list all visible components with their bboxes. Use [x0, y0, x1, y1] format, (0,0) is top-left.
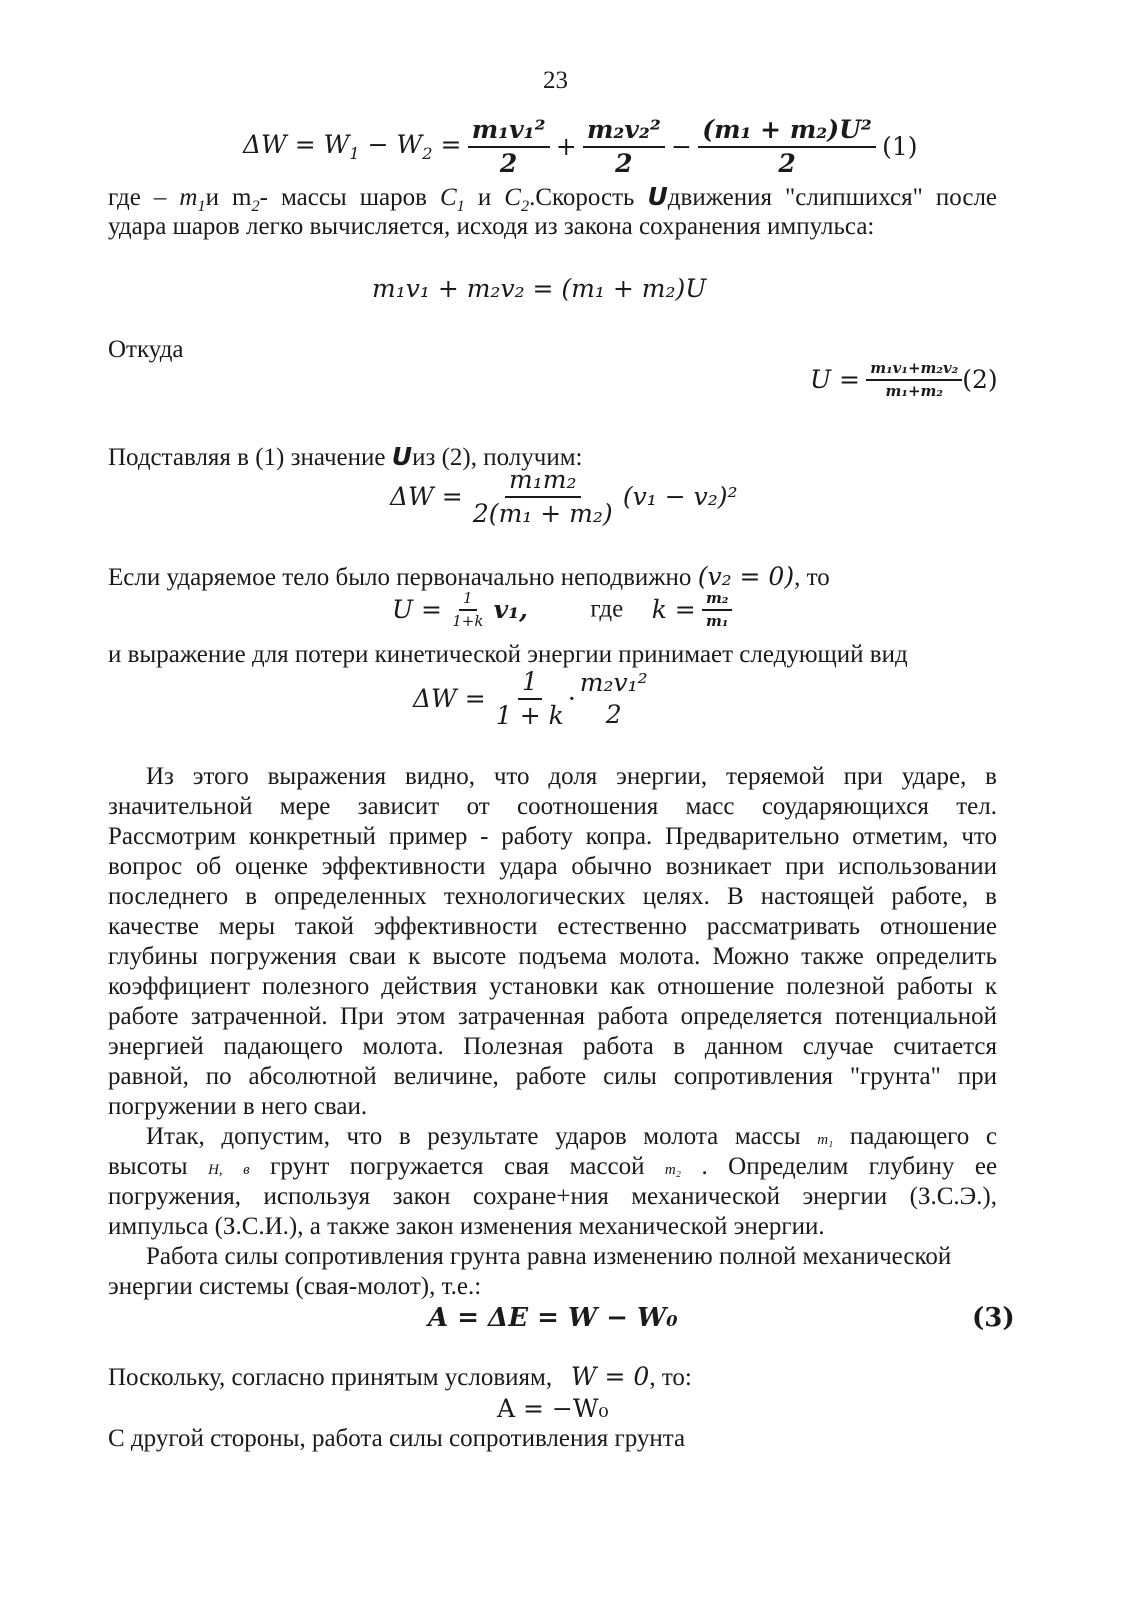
paragraph-3-line-3: погружения, используя закон сохране+ния механической энергии (З.С.Э.), [108, 1183, 997, 1210]
eq1-plus: + [555, 132, 577, 161]
paragraph-2-line: Рассмотрим конкретный пример - работу копра. Предварительно отметим, что [108, 823, 997, 850]
substitution-line: Подставляя в (1) значение Uиз (2), получим: [108, 442, 583, 471]
paragraph-3-line-4: импульса (З.С.И.), а также закон изменения механической энергии. [108, 1213, 825, 1240]
eq1-lhs: $\Delta W = W_1 - W_2$ = [243, 130, 462, 163]
paragraph-3-line-2: высоты H, в грунт погружается свая массой m₂ . Определим глубину ее [108, 1153, 998, 1180]
equation-u-k: U = $\frac{1}{1+k}$ v₁, где k = $\frac{\text{m₂}}{\text{m₁}}$ [392, 590, 732, 629]
equation-a: A = −W₀ [497, 1394, 609, 1423]
eq1-label: (1) [882, 132, 918, 161]
loss-line: и выражение для потери кинетической энергии принимает следующий вид [108, 641, 908, 668]
paragraph-2-line: последнего в определенных технологических целях. В настоящей работе, в [108, 883, 997, 910]
paragraph-4-line-1: Работа силы сопротивления грунта равна изменению полной механической [146, 1243, 952, 1270]
paragraph-1-line-2: удара шаров легко вычисляется, исходя из закона сохранения импульса: [108, 213, 875, 240]
paragraph-2-line: значительной мере зависит от соотношения масс соударяющихся тел. [108, 793, 997, 820]
paragraph-4-line-2: энергии системы (свая-молот), т.е.: [108, 1273, 482, 1300]
equation-2: U = $\frac{\text{m₁v₁+m₂v₂}}{\text{m₁+m₂}}$ (2) [810, 359, 998, 400]
page-number: 23 [543, 67, 568, 94]
paragraph-2-line: качестве меры такой эффективности естественно рассматривать отношение [108, 913, 997, 940]
paragraph-2-line: коэффициент полезного действия установки как отношение полезной работы к [108, 973, 997, 1000]
paragraph-2-line: вопрос об оценке эффективности удара обычно возникает при использовании [108, 853, 997, 880]
equation-3-label: (3) [972, 1303, 1015, 1333]
eq-k-fraction: $\frac{\text{m₂}}{\text{m₁}}$ [702, 590, 732, 629]
paragraph-2-line: работе затраченной. При этом затраченная работа определяется потенциальной [108, 1003, 997, 1030]
eq-u-fraction: $\frac{1}{1+k}$ [452, 589, 484, 630]
eq-loss-fraction-2: m₂v₁² 2 [579, 668, 648, 729]
equation-3: A = ΔE = W − W₀ [428, 1303, 678, 1333]
eq1-term-2: $\frac{\text{m₂v₂²}}{2}$ [583, 116, 665, 177]
paragraph-2-line: погружении в него сваи. [108, 1093, 368, 1120]
eq-dw-fraction: $\frac{\text{m₁m₂}}{\text{2(m₁ + m₂)}}$ [472, 465, 613, 528]
eq1-term-3: $\frac{\text{(m₁ + m₂)U²}}{2}$ [698, 116, 876, 177]
equation-delta-w: ΔW = $\frac{\text{m₁m₂}}{\text{2(m₁ + m₂)}}$ (v₁ − v₂)² [390, 465, 738, 528]
equation-momentum: m₁v₁ + m₂v₂ = (m₁ + m₂)U [372, 274, 707, 303]
condition-line: Если ударяемое тело было первоначально неподвижно (v₂ = 0), то [108, 562, 830, 591]
eq1-term-1: $\frac{\text{m₁v₁²}}{2}$ [468, 116, 550, 177]
equation-loss: ΔW = $\frac{1}{1 + k}$ · m₂v₁² 2 [413, 668, 652, 729]
eq2-fraction: $\frac{\text{m₁v₁+m₂v₂}}{\text{m₁+m₂}}$ [866, 360, 962, 399]
otkuda-label: Откуда [108, 336, 184, 363]
paragraph-2-line: равной, по абсолютной величине, работе силы сопротивления "грунта" при [108, 1063, 997, 1090]
paragraph-2-line: Из этого выражения видно, что доля энергии, теряемой при ударе, в [146, 763, 997, 790]
paragraph-2-line: глубины погружения сваи к высоте подъема молота. Можно также определить [108, 943, 997, 970]
paragraph-3-line-1: Итак, допустим, что в результате ударов молота массы m₁ падающего с [146, 1123, 998, 1150]
eq-loss-fraction-1: $\frac{1}{1 + k}$ [495, 667, 564, 730]
since-line: Поскольку, согласно принятым условиям, W = 0, то: [108, 1362, 692, 1391]
equation-1 [243, 116, 918, 186]
eq1-minus: − [671, 132, 692, 161]
last-line: С другой стороны, работа силы сопротивления грунта [108, 1425, 686, 1452]
paragraph-1-line-1: где – $m_1и$ $m_2-$ массы шаров $C_1$ и $C_2.Скорость$ Uдвижения "слипшихся" после [108, 182, 998, 215]
paragraph-2-line: энергией падающего молота. Полезная работа в данном случае считается [108, 1033, 997, 1060]
